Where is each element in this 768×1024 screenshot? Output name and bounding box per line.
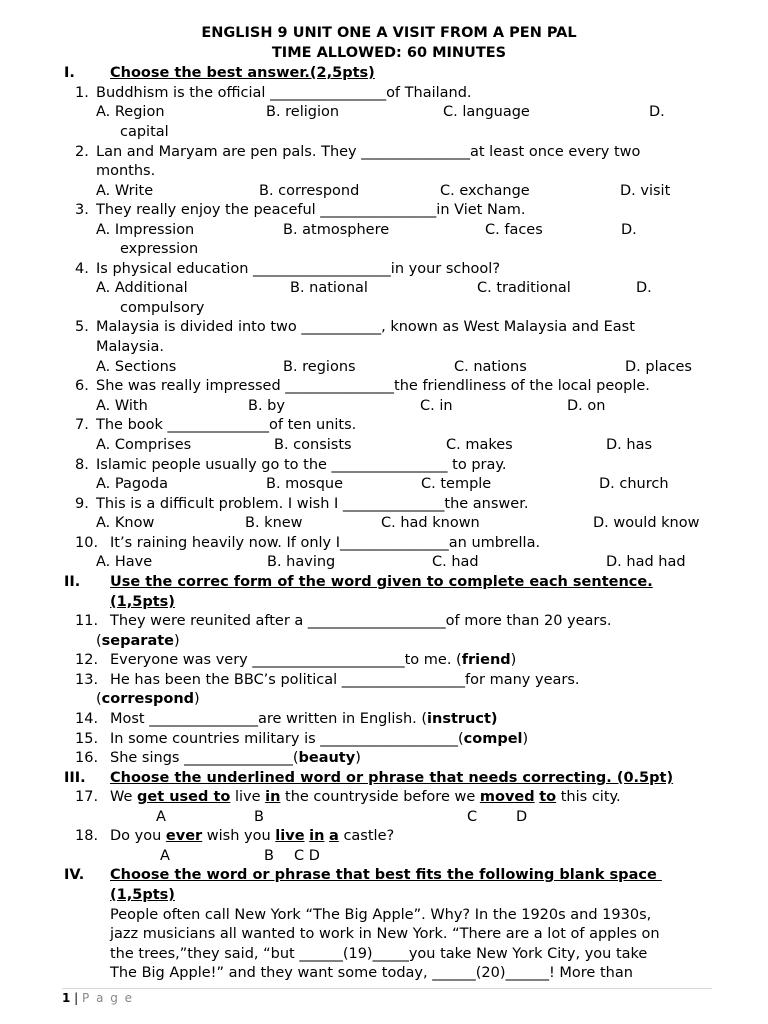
q7-option-b: B. consists [274,437,352,453]
q11-number: 11. [75,613,99,629]
q15-word: compel [463,731,523,747]
footer-divider [62,988,712,989]
q1-option-d-text: capital [120,124,169,140]
section-1-heading: Choose the best answer.(2,5pts) [110,65,375,81]
q4-option-b: B. national [290,280,368,296]
q18-label-cd: C D [294,848,320,864]
q1-option-a: A. Region [96,104,165,120]
q3-option-d-text: expression [120,241,199,257]
q17-label-b: B [254,809,264,825]
q2-option-c: C. exchange [440,183,530,199]
q3-option-a: A. Impression [96,222,195,238]
q5-option-c: C. nations [454,359,527,375]
q4-option-d-text: compulsory [120,300,205,316]
q11-word-hint: (separate) [96,633,180,649]
q17-underlined-a: get used to [137,789,231,805]
q1-option-b: B. religion [266,104,340,120]
q11-text: They were reunited after a ___________________of more than 20 years. [110,613,612,629]
q6-number: 6. [75,378,89,394]
q18-underlined-b: live [275,828,305,844]
q16-number: 16. [75,750,99,766]
q1-text: Buddhism is the official ________________of Thailand. [96,85,472,101]
q14-text-line [110,710,498,729]
section-3-number: III. [64,770,86,786]
section-1-number: I. [64,65,75,81]
q6-text: She was really impressed _______________the friendliness of the local people. [96,378,650,394]
q16-word: beauty [298,750,356,766]
q17-label-d: D [516,809,528,825]
section-4-points: (1,5pts) [110,887,175,903]
q12-text-line: Everyone was very _____________________to me. (friend) [110,652,517,668]
q5-number: 5. [75,319,89,335]
q5-option-d: D. places [625,359,692,375]
q18-underlined-c: in [309,828,325,844]
q5-text-cont: Malaysia. [96,339,164,355]
q10-number: 10. [75,535,99,551]
section-4-heading: Choose the word or phrase that best fits the following blank space [110,867,662,883]
time-allowed: TIME ALLOWED: 60 MINUTES [271,45,507,61]
worksheet-title: ENGLISH 9 UNIT ONE A VISIT FROM A PEN PAL [201,25,577,41]
q9-number: 9. [75,496,89,512]
section-2-heading: Use the correc form of the word given to complete each sentence. [110,574,653,590]
page-number: 1 [62,991,71,1005]
q10-option-b: B. having [267,554,336,570]
q15-number: 15. [75,731,99,747]
q5-option-a: A. Sections [96,359,177,375]
q4-text: Is physical education ___________________in your school? [96,261,501,277]
q16-text-line: She sings _______________(beauty) [110,750,361,766]
q13-number: 13. [75,672,99,688]
q14-number: 14. [75,711,99,727]
section-4-number: IV. [64,867,85,883]
passage-line: the trees,”they said, “but ______(19)_____you take New York City, you take [110,946,648,962]
q3-option-c: C. faces [485,222,543,238]
q8-number: 8. [75,457,89,473]
q6-option-d: D. on [567,398,606,414]
q2-text-cont: months. [96,163,156,179]
q14-word: instruct) [427,711,498,727]
q10-text: It’s raining heavily now. If only I_______________an umbrella. [110,535,541,551]
q6-option-c: C. in [420,398,453,414]
q9-option-d: D. would know [593,515,700,531]
q12-number: 12. [75,652,99,668]
q4-number: 4. [75,261,89,277]
q5-option-b: B. regions [283,359,356,375]
section-2-points: (1,5pts) [110,594,175,610]
q7-option-d: D. has [606,437,653,453]
q12-text: Everyone was very _____________________to me. ( [110,652,462,668]
section-3-heading: Choose the underlined word or phrase that needs correcting. (0.5pt) [110,770,674,786]
q11-word: separate [101,633,175,649]
q18-number: 18. [75,828,99,844]
q17-label-a: A [156,809,166,825]
q3-option-d: D. [621,222,637,238]
q3-option-b: B. atmosphere [283,222,390,238]
q1-number: 1. [75,85,89,101]
q4-option-c: C. traditional [477,280,571,296]
q13-word-hint: (correspond) [96,691,200,707]
q6-option-b: B. by [248,398,285,414]
q15-text-line: In some countries military is ___________________(compel) [110,731,529,747]
q8-option-a: A. Pagoda [96,476,169,492]
q4-option-d: D. [636,280,652,296]
q7-option-c: C. makes [446,437,513,453]
q2-option-d: D. visit [620,183,671,199]
q17-text: We get used to live in the countryside before we moved to this city. [110,789,621,805]
q5-text: Malaysia is divided into two ___________, known as West Malaysia and East [96,319,635,335]
q3-number: 3. [75,202,89,218]
q2-text: Lan and Maryam are pen pals. They _______________at least once every two [96,144,641,160]
q10-option-d: D. had had [606,554,686,570]
q18-underlined-a: ever [165,828,203,844]
q15-text: In some countries military is ___________________( [110,731,464,747]
q12-word: friend [461,652,511,668]
q7-number: 7. [75,417,89,433]
q14-text: Most _______________are written in English. ( [110,711,428,727]
q13-text: He has been the BBC’s political _________________for many years. [110,672,580,688]
q18-label-b: B [264,848,274,864]
q17-underlined-d: to [539,789,557,805]
q8-option-d: D. church [599,476,669,492]
q17-label-c: C [467,809,478,825]
q1-option-c: C. language [443,104,530,120]
q18-label-a: A [160,848,170,864]
q9-text: This is a difficult problem. I wish I ______________the answer. [96,496,529,512]
section-2-number: II. [64,574,81,590]
page-label: P a g e [82,991,134,1005]
q2-number: 2. [75,144,89,160]
passage-line: People often call New York “The Big Apple”. Why? In the 1920s and 1930s, [110,907,652,923]
passage-line: jazz musicians all wanted to work in New York. “There are a lot of apples on [110,926,660,942]
q8-option-b: B. mosque [266,476,344,492]
q18-text: Do you ever wish you live in a castle? [110,828,395,844]
q2-option-a: A. Write [96,183,154,199]
q6-option-a: A. With [96,398,148,414]
q16-text: She sings _______________( [110,750,299,766]
q18-underlined-d: a [329,828,339,844]
q8-text: Islamic people usually go to the ________________ to pray. [96,457,507,473]
page-footer: 1 | P a g e [62,991,134,1005]
q10-option-c: C. had [432,554,479,570]
q3-text: They really enjoy the peaceful ________________in Viet Nam. [96,202,526,218]
passage-line: The Big Apple!” and they want some today, ______(20)______! More than [110,965,633,981]
q17-number: 17. [75,789,99,805]
q17-underlined-c: moved [479,789,535,805]
q4-option-a: A. Additional [96,280,188,296]
q9-option-b: B. knew [245,515,303,531]
q1-option-d: D. [649,104,665,120]
q2-option-b: B. correspond [259,183,360,199]
q10-option-a: A. Have [96,554,153,570]
q7-option-a: A. Comprises [96,437,192,453]
q8-option-c: C. temple [421,476,492,492]
q13-word: correspond [101,691,195,707]
q9-option-a: A. Know [96,515,155,531]
q17-underlined-b: in [265,789,281,805]
q7-text: The book ______________of ten units. [96,417,357,433]
q9-option-c: C. had known [381,515,480,531]
